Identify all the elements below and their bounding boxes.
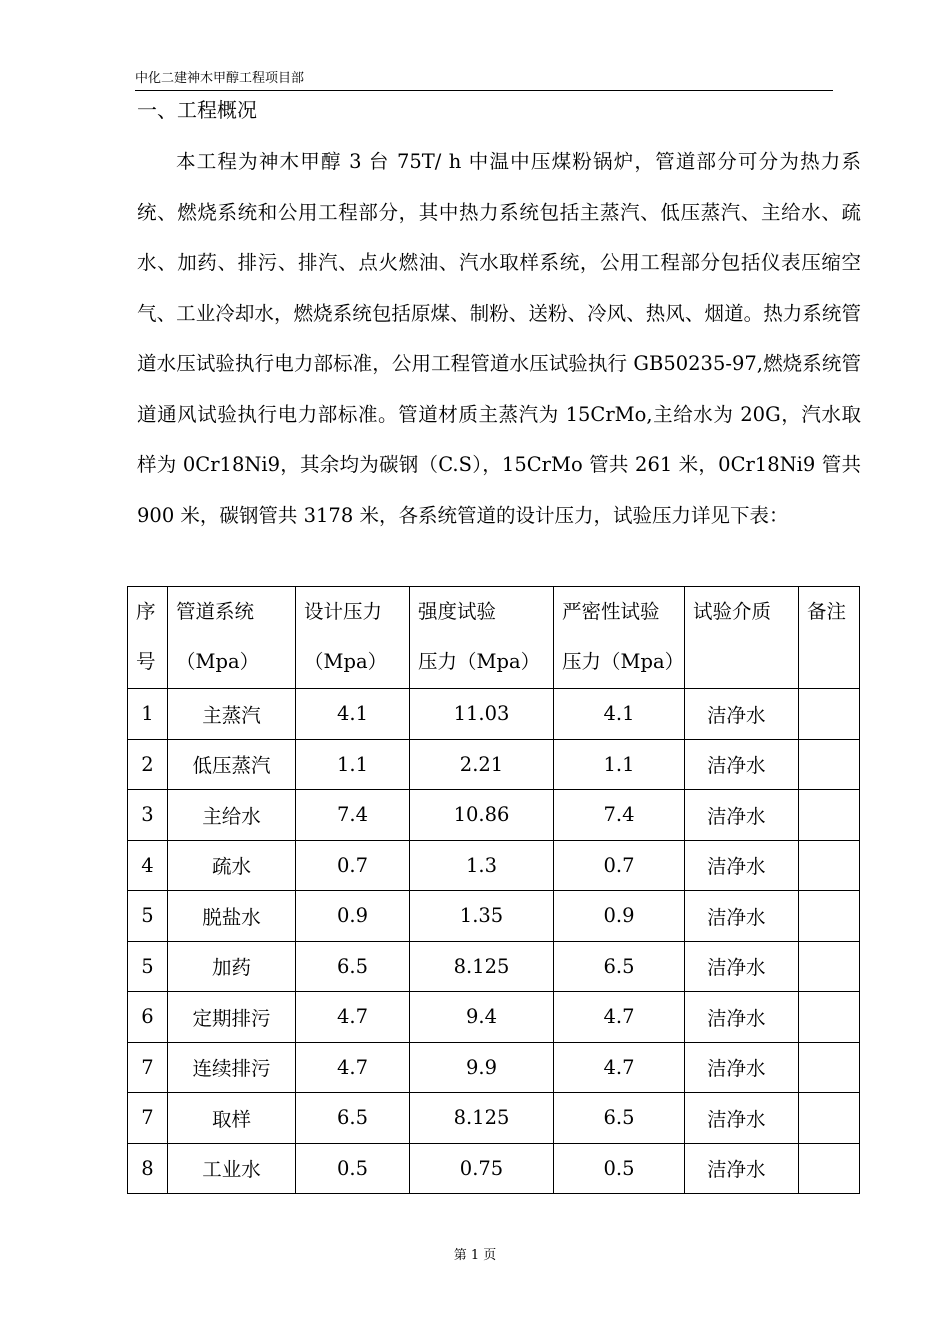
table-header-row [128,587,860,689]
cell-tightness-pressure: 0.9 [554,891,685,942]
cell-no: 5 [128,891,168,942]
page-number: 第 1 页 [453,1248,497,1263]
header-label: 设计压力 [304,600,383,623]
cell-remark [799,1042,860,1093]
table-row [128,840,860,891]
cell-system: 定期排污 [168,992,296,1043]
cell-remark [799,992,860,1043]
cell-test-medium: 洁净水 [685,992,799,1043]
cell-design-pressure: 4.7 [296,1042,410,1093]
cell-no: 2 [128,739,168,790]
cell-tightness-pressure: 4.1 [554,689,685,740]
table-row [128,739,860,790]
cell-test-medium: 洁净水 [685,1042,799,1093]
cell-design-pressure: 6.5 [296,1093,410,1144]
table-row [128,689,860,740]
cell-system: 加药 [168,941,296,992]
cell-strength-pressure: 8.125 [410,1093,554,1144]
header-label: 试验介质 [693,600,772,623]
table-row [128,992,860,1043]
cell-remark [799,1093,860,1144]
cell-system: 主蒸汽 [168,689,296,740]
cell-strength-pressure: 1.3 [410,840,554,891]
header-cell-system [168,587,296,689]
table-row [128,1093,860,1144]
cell-no: 3 [128,790,168,841]
cell-tightness-pressure: 6.5 [554,941,685,992]
cell-system: 连续排污 [168,1042,296,1093]
cell-remark [799,1143,860,1194]
pressure-table [127,586,860,1194]
table-row [128,941,860,992]
page-header: 中化二建神木甲醇工程项目部 [135,70,833,91]
cell-remark [799,941,860,992]
header-label: （Mpa） [176,650,260,673]
cell-no: 4 [128,840,168,891]
cell-design-pressure: 0.7 [296,840,410,891]
cell-remark [799,739,860,790]
cell-design-pressure: 0.5 [296,1143,410,1194]
header-label: 号 [136,650,156,673]
body-paragraph: 本工程为神木甲醇 3 台 75T/ h 中温中压煤粉锅炉，管道部分可分为热力系统、燃烧系统和公用工程部分，其中热力系统包括主蒸汽、低压蒸汽、主给水、疏水、加药、排污、排汽、点火燃油、汽水取样系统，公用工程部分包括仪表压缩空气、工业冷却水，燃烧系统包括原煤、制粉、送粉、冷风、热风、烟道。热力系统管道水压试验执行电力部标准，公用工程管道水压试验执行 GB50235-97,燃烧系统管道通风试验执行电力部标准。管道材质主蒸汽为 15CrMo,主给水为 20G，汽水取样为 0Cr18Ni9，其余均为碳钢（C.S），15CrMo 管共 261 米，0Cr18Ni9 管共 900 米，碳钢管共 3178 米，各系统管道的设计压力，试验压力详见下表： [137,150,861,527]
cell-tightness-pressure: 4.7 [554,992,685,1043]
cell-strength-pressure: 9.9 [410,1042,554,1093]
cell-system: 主给水 [168,790,296,841]
cell-test-medium: 洁净水 [685,739,799,790]
cell-no: 7 [128,1042,168,1093]
header-label: 管道系统 [176,600,255,623]
cell-system: 低压蒸汽 [168,739,296,790]
cell-design-pressure: 6.5 [296,941,410,992]
table-row [128,891,860,942]
cell-strength-pressure: 1.35 [410,891,554,942]
header-cell-design-pressure [296,587,410,689]
cell-test-medium: 洁净水 [685,891,799,942]
cell-test-medium: 洁净水 [685,689,799,740]
cell-system: 疏水 [168,840,296,891]
cell-strength-pressure: 2.21 [410,739,554,790]
cell-system: 取样 [168,1093,296,1144]
cell-tightness-pressure: 0.7 [554,840,685,891]
cell-test-medium: 洁净水 [685,1143,799,1194]
cell-strength-pressure: 0.75 [410,1143,554,1194]
cell-remark [799,689,860,740]
header-cell-strength-test [410,587,554,689]
cell-test-medium: 洁净水 [685,941,799,992]
header-label: 严密性试验 [562,600,660,623]
header-cell-test-medium [685,587,799,689]
cell-tightness-pressure: 7.4 [554,790,685,841]
cell-no: 8 [128,1143,168,1194]
cell-test-medium: 洁净水 [685,790,799,841]
cell-design-pressure: 1.1 [296,739,410,790]
header-label: 序 [136,600,156,623]
header-label: （Mpa） [304,650,388,673]
header-cell-no [128,587,168,689]
table-row [128,1042,860,1093]
cell-no: 1 [128,689,168,740]
cell-tightness-pressure: 1.1 [554,739,685,790]
table-row [128,1143,860,1194]
cell-no: 6 [128,992,168,1043]
header-label: 备注 [807,600,847,623]
header-cell-tightness-test [554,587,685,689]
header-cell-remark [799,587,860,689]
cell-system: 工业水 [168,1143,296,1194]
section-title: 一、工程概况 [137,98,257,122]
table-row [128,790,860,841]
cell-strength-pressure: 10.86 [410,790,554,841]
cell-test-medium: 洁净水 [685,840,799,891]
cell-no: 5 [128,941,168,992]
cell-tightness-pressure: 0.5 [554,1143,685,1194]
cell-strength-pressure: 8.125 [410,941,554,992]
cell-design-pressure: 4.1 [296,689,410,740]
cell-strength-pressure: 11.03 [410,689,554,740]
cell-strength-pressure: 9.4 [410,992,554,1043]
cell-no: 7 [128,1093,168,1144]
header-label: 压力（Mpa） [562,650,685,673]
cell-test-medium: 洁净水 [685,1093,799,1144]
cell-tightness-pressure: 4.7 [554,1042,685,1093]
cell-design-pressure: 0.9 [296,891,410,942]
cell-design-pressure: 4.7 [296,992,410,1043]
cell-tightness-pressure: 6.5 [554,1093,685,1144]
header-label: 强度试验 [418,600,497,623]
cell-design-pressure: 7.4 [296,790,410,841]
cell-remark [799,891,860,942]
cell-remark [799,790,860,841]
cell-system: 脱盐水 [168,891,296,942]
cell-remark [799,840,860,891]
header-label: 压力（Mpa） [418,650,541,673]
